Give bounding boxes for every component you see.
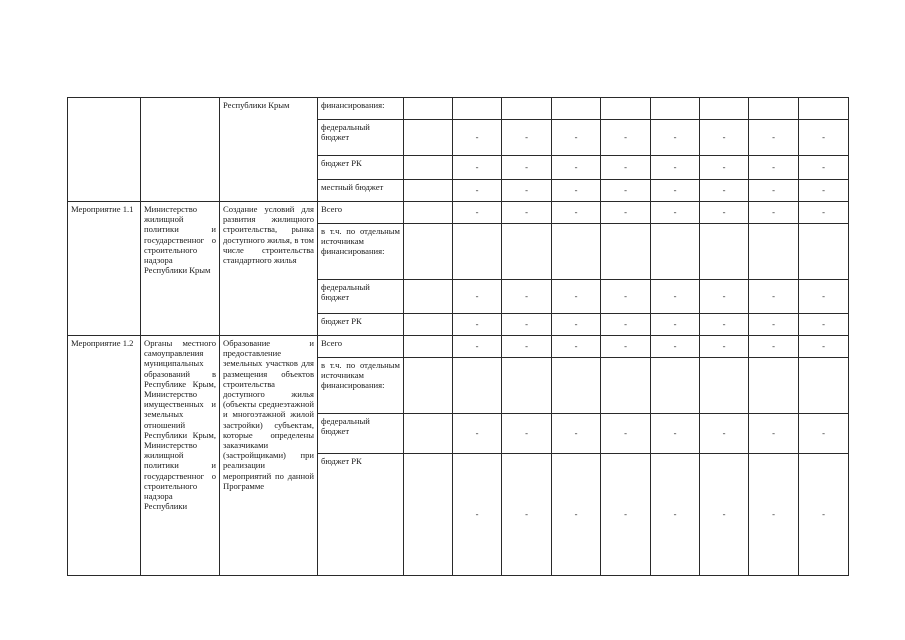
value-cell: -	[651, 120, 700, 156]
value-cell: -	[799, 454, 849, 576]
value-cell	[601, 358, 651, 414]
value-cell: -	[700, 156, 749, 180]
value-cell: -	[700, 454, 749, 576]
value-cell	[799, 358, 849, 414]
funding-source-cell: федеральный бюджет	[318, 414, 404, 454]
value-cell: -	[502, 120, 552, 156]
value-cell	[453, 98, 502, 120]
value-cell: -	[601, 202, 651, 224]
value-cell	[404, 336, 453, 358]
value-cell: -	[453, 280, 502, 314]
value-cell: -	[651, 202, 700, 224]
value-cell: -	[552, 414, 601, 454]
value-cell: -	[601, 280, 651, 314]
value-cell	[404, 202, 453, 224]
value-cell: -	[453, 202, 502, 224]
value-cell	[453, 358, 502, 414]
value-cell: -	[502, 314, 552, 336]
value-cell: -	[749, 202, 799, 224]
value-cell	[700, 358, 749, 414]
executor-cell: Органы местного самоуправления муниципальных образований в Республике Крым, Министерство имущественных и земельных отношений Республики Крым, Министерство жилищной политики и государственног о строительного надзора Республики	[141, 336, 220, 576]
value-cell: -	[552, 156, 601, 180]
value-cell: -	[552, 336, 601, 358]
value-cell: -	[651, 180, 700, 202]
value-cell: -	[502, 180, 552, 202]
value-cell: -	[700, 180, 749, 202]
value-cell: -	[749, 156, 799, 180]
activity-cell	[68, 98, 141, 202]
value-cell	[404, 314, 453, 336]
value-cell: -	[700, 120, 749, 156]
value-cell	[552, 358, 601, 414]
value-cell: -	[552, 280, 601, 314]
value-cell: -	[601, 314, 651, 336]
value-cell: -	[749, 120, 799, 156]
value-cell: -	[601, 336, 651, 358]
value-cell: -	[651, 156, 700, 180]
value-cell	[749, 224, 799, 280]
funding-source-cell: федеральный бюджет	[318, 120, 404, 156]
value-cell: -	[453, 120, 502, 156]
budget-table	[67, 97, 849, 576]
value-cell: -	[700, 202, 749, 224]
value-cell: -	[651, 280, 700, 314]
value-cell: -	[799, 280, 849, 314]
value-cell: -	[749, 414, 799, 454]
value-cell	[601, 98, 651, 120]
funding-source-cell: в т.ч. по отдельным источникам финансирования:	[318, 224, 404, 280]
executor-cell	[141, 98, 220, 202]
value-cell: -	[749, 336, 799, 358]
value-cell: -	[453, 314, 502, 336]
value-cell	[453, 224, 502, 280]
value-cell	[404, 280, 453, 314]
value-cell: -	[749, 454, 799, 576]
value-cell: -	[552, 202, 601, 224]
description-cell: Республики Крым	[220, 98, 318, 202]
funding-source-cell: бюджет РК	[318, 454, 404, 576]
value-cell	[404, 414, 453, 454]
value-cell: -	[502, 454, 552, 576]
value-cell: -	[799, 202, 849, 224]
value-cell: -	[502, 414, 552, 454]
value-cell: -	[799, 180, 849, 202]
value-cell	[651, 358, 700, 414]
value-cell	[552, 224, 601, 280]
value-cell: -	[601, 156, 651, 180]
description-cell: Образование и предоставление земельных участков для размещения объектов строительства доступного жилья (объекты среднеэтажной и многоэтажной жилой застройки) субъектам, которые определены заказчиками (застройщиками) при реализации мероприятий по данной Программе	[220, 336, 318, 576]
value-cell	[404, 180, 453, 202]
value-cell	[749, 358, 799, 414]
description-cell: Создание условий для развития жилищного строительства, рынка доступного жилья, в том числе строительства стандартного жилья	[220, 202, 318, 336]
value-cell	[502, 224, 552, 280]
value-cell: -	[749, 314, 799, 336]
funding-source-cell: финансирования:	[318, 98, 404, 120]
value-cell: -	[502, 156, 552, 180]
table-row	[68, 98, 849, 120]
value-cell: -	[799, 120, 849, 156]
value-cell: -	[700, 336, 749, 358]
value-cell	[700, 224, 749, 280]
activity-cell: Мероприятие 1.1	[68, 202, 141, 336]
funding-source-cell: федеральный бюджет	[318, 280, 404, 314]
value-cell: -	[651, 314, 700, 336]
value-cell: -	[799, 156, 849, 180]
table-row	[68, 336, 849, 358]
value-cell: -	[651, 454, 700, 576]
value-cell	[502, 358, 552, 414]
table-row	[68, 202, 849, 224]
value-cell: -	[453, 336, 502, 358]
funding-source-cell: бюджет РК	[318, 314, 404, 336]
value-cell: -	[601, 414, 651, 454]
value-cell	[799, 224, 849, 280]
value-cell: -	[700, 414, 749, 454]
value-cell: -	[651, 336, 700, 358]
value-cell: -	[453, 414, 502, 454]
value-cell: -	[552, 314, 601, 336]
funding-source-cell: в т.ч. по отдельным источникам финансирования:	[318, 358, 404, 414]
value-cell: -	[700, 280, 749, 314]
funding-source-cell: Всего	[318, 336, 404, 358]
value-cell: -	[601, 454, 651, 576]
funding-source-cell: местный бюджет	[318, 180, 404, 202]
value-cell	[651, 224, 700, 280]
value-cell: -	[799, 314, 849, 336]
value-cell	[601, 224, 651, 280]
value-cell: -	[799, 414, 849, 454]
value-cell: -	[453, 180, 502, 202]
activity-cell: Мероприятие 1.2	[68, 336, 141, 576]
value-cell: -	[502, 280, 552, 314]
value-cell	[404, 224, 453, 280]
value-cell: -	[502, 202, 552, 224]
value-cell: -	[453, 454, 502, 576]
value-cell: -	[651, 414, 700, 454]
value-cell: -	[552, 454, 601, 576]
value-cell	[799, 98, 849, 120]
value-cell: -	[601, 180, 651, 202]
value-cell: -	[502, 336, 552, 358]
value-cell	[552, 98, 601, 120]
funding-source-cell: бюджет РК	[318, 156, 404, 180]
funding-source-cell: Всего	[318, 202, 404, 224]
value-cell	[404, 120, 453, 156]
value-cell: -	[749, 180, 799, 202]
executor-cell: Министерство жилищной политики и государственног о строительного надзора Республики Крым	[141, 202, 220, 336]
value-cell: -	[749, 280, 799, 314]
value-cell	[404, 454, 453, 576]
value-cell: -	[552, 180, 601, 202]
value-cell: -	[601, 120, 651, 156]
value-cell: -	[700, 314, 749, 336]
value-cell: -	[453, 156, 502, 180]
value-cell	[749, 98, 799, 120]
value-cell	[502, 98, 552, 120]
value-cell	[651, 98, 700, 120]
value-cell	[404, 98, 453, 120]
value-cell: -	[799, 336, 849, 358]
value-cell: -	[552, 120, 601, 156]
value-cell	[404, 358, 453, 414]
value-cell	[700, 98, 749, 120]
value-cell	[404, 156, 453, 180]
